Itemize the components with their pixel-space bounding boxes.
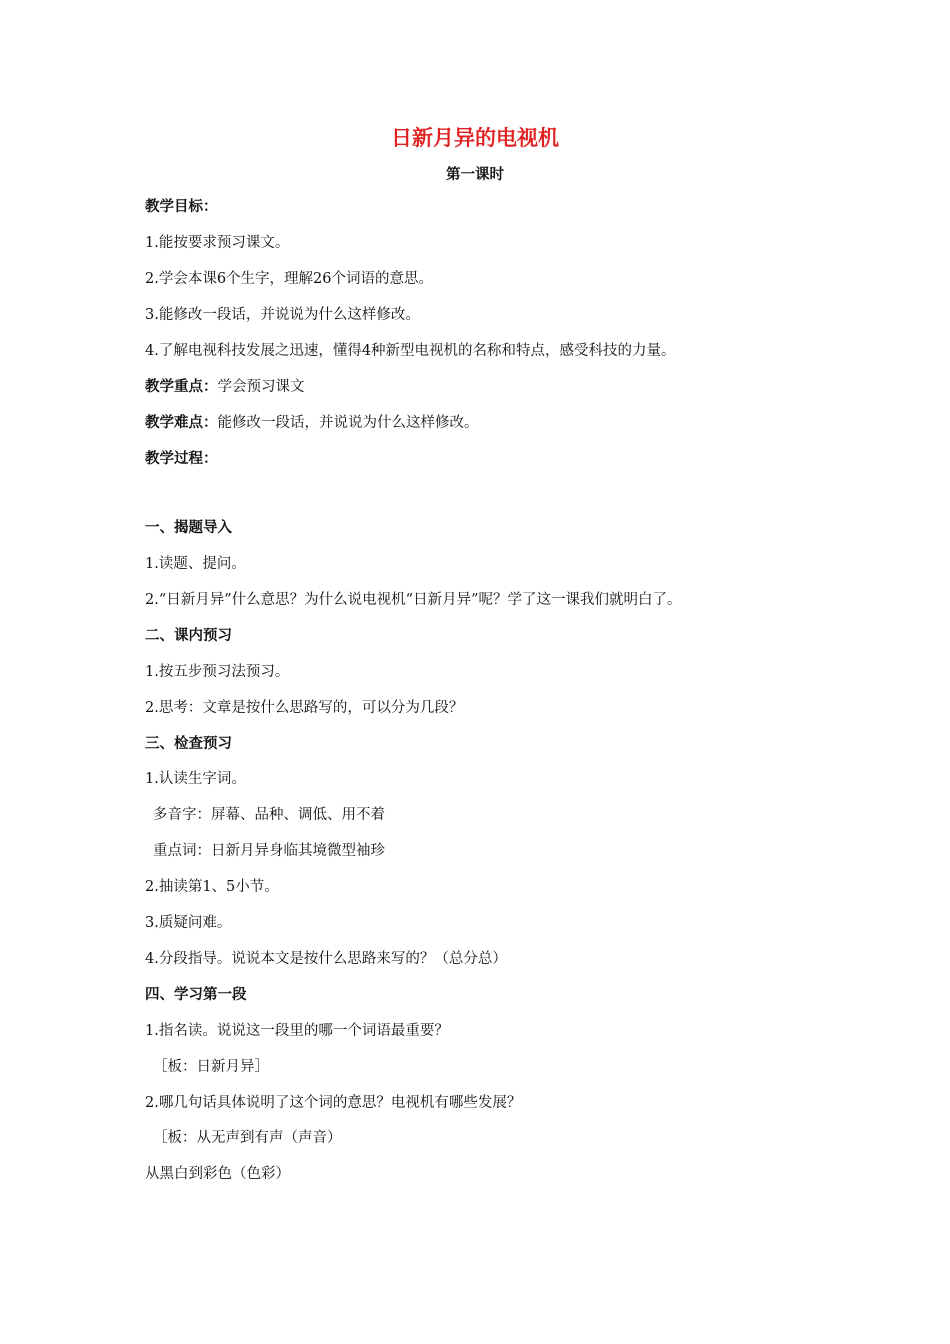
key-point-label: 教学重点： — [145, 379, 218, 395]
section-line: 重点词：日新月异身临其境微型袖珍 — [153, 843, 385, 859]
section-line: 从黑白到彩色（色彩） — [145, 1166, 290, 1182]
goal-item: 2.学会本课6个生字，理解26个词语的意思。 — [145, 271, 434, 287]
section-line: 2.哪几句话具体说明了这个词的意思？电视机有哪些发展？ — [145, 1095, 522, 1111]
process-heading: 教学过程： — [145, 451, 218, 467]
section-line: 1.认读生字词。 — [145, 771, 246, 787]
board-note: ［板：日新月异］ — [153, 1059, 269, 1075]
difficulty — [145, 413, 479, 433]
section-line: 1.按五步预习法预习。 — [145, 664, 290, 680]
section-heading: 四、学习第一段 — [145, 987, 247, 1003]
document-title: 日新月异的电视机 — [391, 126, 559, 150]
difficulty-text: 能修改一段话，并说说为什么这样修改。 — [217, 415, 479, 431]
section-line: 1.读题、提问。 — [145, 556, 246, 572]
section-line: 2.“日新月异”什么意思？为什么说电视机“日新月异”呢？学了这一课我们就明白了。 — [145, 592, 682, 608]
board-note: ［板：从无声到有声（声音） — [153, 1130, 342, 1146]
goal-item: 3.能修改一段话，并说说为什么这样修改。 — [145, 307, 420, 323]
goal-item: 1.能按要求预习课文。 — [145, 235, 290, 251]
section-line: 1.指名读。说说这一段里的哪一个词语最重要？ — [145, 1023, 449, 1039]
key-point — [145, 377, 305, 397]
section-heading: 二、课内预习 — [145, 628, 232, 644]
lesson-period: 第一课时 — [446, 167, 504, 183]
section-line: 2.抽读第1、5小节。 — [145, 879, 279, 895]
section-line: 3.质疑问难。 — [145, 915, 232, 931]
section-heading: 三、检查预习 — [145, 736, 232, 752]
section-line: 2.思考：文章是按什么思路写的，可以分为几段？ — [145, 700, 464, 716]
section-heading: 一、揭题导入 — [145, 520, 232, 536]
goals-heading: 教学目标： — [145, 199, 218, 215]
difficulty-label: 教学难点： — [145, 415, 218, 431]
key-point-text: 学会预习课文 — [217, 379, 305, 395]
section-line: 4.分段指导。说说本文是按什么思路来写的？（总分总） — [145, 951, 507, 967]
goal-item: 4.了解电视科技发展之迅速，懂得4种新型电视机的名称和特点，感受科技的力量。 — [145, 343, 676, 359]
section-line: 多音字：屏幕、品种、调低、用不着 — [153, 807, 385, 823]
